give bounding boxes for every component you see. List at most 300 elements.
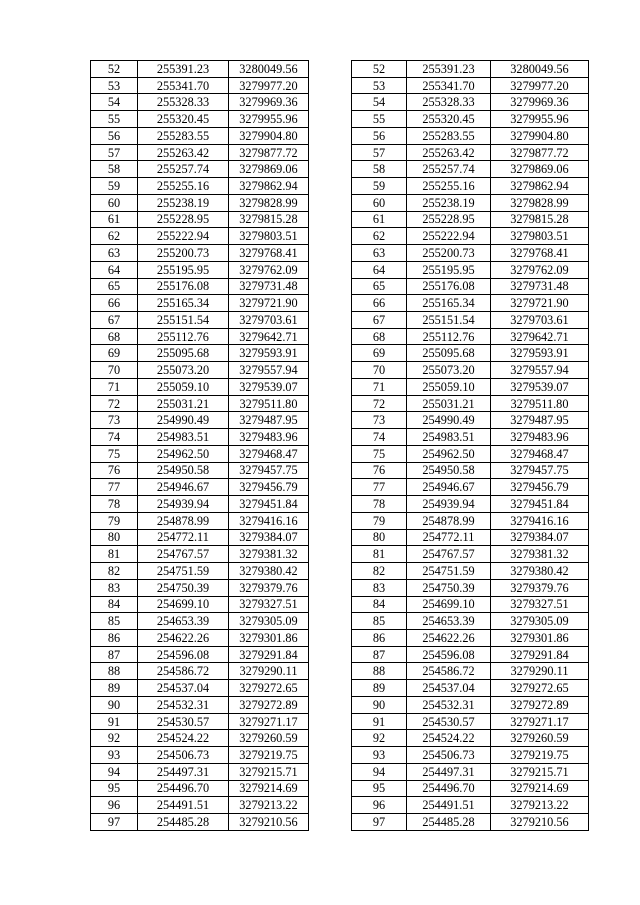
x-coordinate-cell: 254537.04 bbox=[138, 680, 229, 697]
x-coordinate-cell: 254596.08 bbox=[407, 646, 491, 663]
point-number-cell: 54 bbox=[91, 94, 138, 111]
table-row bbox=[352, 780, 589, 797]
y-coordinate-cell: 3279904.80 bbox=[491, 127, 589, 144]
y-coordinate-cell: 3279327.51 bbox=[229, 596, 309, 613]
point-number-cell: 82 bbox=[91, 563, 138, 580]
point-number-cell: 73 bbox=[91, 412, 138, 429]
x-coordinate-cell: 255238.19 bbox=[407, 194, 491, 211]
point-number-cell: 95 bbox=[352, 780, 407, 797]
table-row bbox=[91, 814, 309, 831]
table-row bbox=[352, 211, 589, 228]
x-coordinate-cell: 254939.94 bbox=[138, 496, 229, 513]
y-coordinate-cell: 3279593.91 bbox=[229, 345, 309, 362]
point-number-cell: 66 bbox=[352, 295, 407, 312]
x-coordinate-cell: 254537.04 bbox=[407, 680, 491, 697]
point-number-cell: 77 bbox=[352, 479, 407, 496]
y-coordinate-cell: 3279768.41 bbox=[491, 245, 589, 262]
y-coordinate-cell: 3279904.80 bbox=[229, 127, 309, 144]
point-number-cell: 96 bbox=[352, 797, 407, 814]
point-number-cell: 61 bbox=[91, 211, 138, 228]
point-number-cell: 64 bbox=[352, 261, 407, 278]
y-coordinate-cell: 3279557.94 bbox=[491, 362, 589, 379]
point-number-cell: 93 bbox=[352, 747, 407, 764]
point-number-cell: 87 bbox=[352, 646, 407, 663]
coordinate-table-left bbox=[90, 60, 309, 831]
table-row bbox=[91, 345, 309, 362]
point-number-cell: 58 bbox=[91, 161, 138, 178]
table-row bbox=[352, 646, 589, 663]
point-number-cell: 88 bbox=[352, 663, 407, 680]
x-coordinate-cell: 254772.11 bbox=[407, 529, 491, 546]
table-row bbox=[352, 529, 589, 546]
y-coordinate-cell: 3279828.99 bbox=[491, 194, 589, 211]
table-row bbox=[352, 144, 589, 161]
x-coordinate-cell: 254983.51 bbox=[407, 429, 491, 446]
x-coordinate-cell: 254983.51 bbox=[138, 429, 229, 446]
x-coordinate-cell: 255095.68 bbox=[138, 345, 229, 362]
x-coordinate-cell: 254750.39 bbox=[407, 579, 491, 596]
y-coordinate-cell: 3279869.06 bbox=[229, 161, 309, 178]
point-number-cell: 55 bbox=[352, 111, 407, 128]
y-coordinate-cell: 3279511.80 bbox=[491, 395, 589, 412]
point-number-cell: 60 bbox=[352, 194, 407, 211]
x-coordinate-cell: 254653.39 bbox=[407, 613, 491, 630]
y-coordinate-cell: 3279456.79 bbox=[491, 479, 589, 496]
point-number-cell: 76 bbox=[91, 462, 138, 479]
x-coordinate-cell: 255059.10 bbox=[407, 378, 491, 395]
y-coordinate-cell: 3279969.36 bbox=[491, 94, 589, 111]
table-row bbox=[352, 596, 589, 613]
y-coordinate-cell: 3279762.09 bbox=[229, 261, 309, 278]
y-coordinate-cell: 3279828.99 bbox=[229, 194, 309, 211]
table-row bbox=[91, 127, 309, 144]
table-row bbox=[352, 797, 589, 814]
table-row bbox=[91, 211, 309, 228]
point-number-cell: 77 bbox=[91, 479, 138, 496]
point-number-cell: 68 bbox=[352, 328, 407, 345]
x-coordinate-cell: 254962.50 bbox=[407, 445, 491, 462]
table-row bbox=[91, 111, 309, 128]
table-row bbox=[352, 546, 589, 563]
y-coordinate-cell: 3279381.32 bbox=[491, 546, 589, 563]
point-number-cell: 97 bbox=[91, 814, 138, 831]
table-row bbox=[91, 696, 309, 713]
y-coordinate-cell: 3279327.51 bbox=[491, 596, 589, 613]
point-number-cell: 64 bbox=[91, 261, 138, 278]
y-coordinate-cell: 3279384.07 bbox=[229, 529, 309, 546]
y-coordinate-cell: 3279305.09 bbox=[229, 613, 309, 630]
x-coordinate-cell: 255320.45 bbox=[138, 111, 229, 128]
y-coordinate-cell: 3279290.11 bbox=[229, 663, 309, 680]
table-row bbox=[91, 312, 309, 329]
point-number-cell: 81 bbox=[91, 546, 138, 563]
y-coordinate-cell: 3279703.61 bbox=[229, 312, 309, 329]
x-coordinate-cell: 254699.10 bbox=[138, 596, 229, 613]
y-coordinate-cell: 3279815.28 bbox=[229, 211, 309, 228]
y-coordinate-cell: 3279487.95 bbox=[229, 412, 309, 429]
table-row bbox=[352, 77, 589, 94]
x-coordinate-cell: 254506.73 bbox=[407, 747, 491, 764]
x-coordinate-cell: 255257.74 bbox=[407, 161, 491, 178]
x-coordinate-cell: 254524.22 bbox=[138, 730, 229, 747]
y-coordinate-cell: 3279456.79 bbox=[229, 479, 309, 496]
y-coordinate-cell: 3279969.36 bbox=[229, 94, 309, 111]
point-number-cell: 76 bbox=[352, 462, 407, 479]
y-coordinate-cell: 3279539.07 bbox=[229, 378, 309, 395]
x-coordinate-cell: 255328.33 bbox=[407, 94, 491, 111]
table-row bbox=[91, 763, 309, 780]
point-number-cell: 54 bbox=[352, 94, 407, 111]
table-row bbox=[91, 228, 309, 245]
y-coordinate-cell: 3279487.95 bbox=[491, 412, 589, 429]
x-coordinate-cell: 254751.59 bbox=[138, 563, 229, 580]
table-row bbox=[352, 579, 589, 596]
table-row bbox=[91, 261, 309, 278]
x-coordinate-cell: 254496.70 bbox=[407, 780, 491, 797]
point-number-cell: 78 bbox=[91, 496, 138, 513]
y-coordinate-cell: 3279219.75 bbox=[229, 747, 309, 764]
y-coordinate-cell: 3279468.47 bbox=[491, 445, 589, 462]
x-coordinate-cell: 254699.10 bbox=[407, 596, 491, 613]
table-row bbox=[91, 278, 309, 295]
point-number-cell: 69 bbox=[91, 345, 138, 362]
point-number-cell: 79 bbox=[352, 512, 407, 529]
point-number-cell: 66 bbox=[91, 295, 138, 312]
table-row bbox=[91, 178, 309, 195]
x-coordinate-cell: 254878.99 bbox=[407, 512, 491, 529]
point-number-cell: 86 bbox=[352, 629, 407, 646]
point-number-cell: 55 bbox=[91, 111, 138, 128]
point-number-cell: 83 bbox=[352, 579, 407, 596]
point-number-cell: 53 bbox=[91, 77, 138, 94]
point-number-cell: 62 bbox=[91, 228, 138, 245]
point-number-cell: 85 bbox=[91, 613, 138, 630]
y-coordinate-cell: 3279955.96 bbox=[491, 111, 589, 128]
y-coordinate-cell: 3279416.16 bbox=[491, 512, 589, 529]
point-number-cell: 69 bbox=[352, 345, 407, 362]
y-coordinate-cell: 3279451.84 bbox=[491, 496, 589, 513]
x-coordinate-cell: 255228.95 bbox=[407, 211, 491, 228]
point-number-cell: 90 bbox=[91, 696, 138, 713]
table-row bbox=[91, 747, 309, 764]
x-coordinate-cell: 254990.49 bbox=[138, 412, 229, 429]
point-number-cell: 59 bbox=[91, 178, 138, 195]
point-number-cell: 56 bbox=[91, 127, 138, 144]
point-number-cell: 92 bbox=[91, 730, 138, 747]
table-row bbox=[91, 629, 309, 646]
y-coordinate-cell: 3280049.56 bbox=[229, 61, 309, 78]
table-row bbox=[91, 161, 309, 178]
x-coordinate-cell: 255263.42 bbox=[138, 144, 229, 161]
x-coordinate-cell: 254878.99 bbox=[138, 512, 229, 529]
table-row bbox=[91, 295, 309, 312]
table-row bbox=[352, 161, 589, 178]
x-coordinate-cell: 255200.73 bbox=[138, 245, 229, 262]
x-coordinate-cell: 254496.70 bbox=[138, 780, 229, 797]
table-row bbox=[91, 412, 309, 429]
table-row bbox=[352, 814, 589, 831]
x-coordinate-cell: 255320.45 bbox=[407, 111, 491, 128]
x-coordinate-cell: 255238.19 bbox=[138, 194, 229, 211]
point-number-cell: 63 bbox=[91, 245, 138, 262]
point-number-cell: 80 bbox=[352, 529, 407, 546]
table-row bbox=[91, 378, 309, 395]
table-row bbox=[352, 94, 589, 111]
point-number-cell: 72 bbox=[352, 395, 407, 412]
table-row bbox=[91, 512, 309, 529]
x-coordinate-cell: 255222.94 bbox=[138, 228, 229, 245]
x-coordinate-cell: 254497.31 bbox=[407, 763, 491, 780]
y-coordinate-cell: 3279272.89 bbox=[229, 696, 309, 713]
x-coordinate-cell: 254530.57 bbox=[138, 713, 229, 730]
x-coordinate-cell: 254950.58 bbox=[138, 462, 229, 479]
x-coordinate-cell: 254586.72 bbox=[407, 663, 491, 680]
x-coordinate-cell: 254530.57 bbox=[407, 713, 491, 730]
x-coordinate-cell: 254485.28 bbox=[138, 814, 229, 831]
y-coordinate-cell: 3279955.96 bbox=[229, 111, 309, 128]
x-coordinate-cell: 255283.55 bbox=[138, 127, 229, 144]
point-number-cell: 84 bbox=[91, 596, 138, 613]
point-number-cell: 70 bbox=[91, 362, 138, 379]
point-number-cell: 75 bbox=[91, 445, 138, 462]
table-row bbox=[91, 496, 309, 513]
x-coordinate-cell: 254939.94 bbox=[407, 496, 491, 513]
table-row bbox=[352, 261, 589, 278]
x-coordinate-cell: 254586.72 bbox=[138, 663, 229, 680]
table-row bbox=[352, 328, 589, 345]
point-number-cell: 75 bbox=[352, 445, 407, 462]
table-row bbox=[91, 94, 309, 111]
table-row bbox=[352, 479, 589, 496]
y-coordinate-cell: 3279305.09 bbox=[491, 613, 589, 630]
y-coordinate-cell: 3279272.89 bbox=[491, 696, 589, 713]
table-row bbox=[352, 111, 589, 128]
x-coordinate-cell: 255341.70 bbox=[138, 77, 229, 94]
y-coordinate-cell: 3279301.86 bbox=[229, 629, 309, 646]
y-coordinate-cell: 3279384.07 bbox=[491, 529, 589, 546]
y-coordinate-cell: 3279451.84 bbox=[229, 496, 309, 513]
point-number-cell: 65 bbox=[352, 278, 407, 295]
point-number-cell: 94 bbox=[91, 763, 138, 780]
point-number-cell: 91 bbox=[91, 713, 138, 730]
x-coordinate-cell: 255073.20 bbox=[138, 362, 229, 379]
y-coordinate-cell: 3279210.56 bbox=[491, 814, 589, 831]
x-coordinate-cell: 255112.76 bbox=[407, 328, 491, 345]
point-number-cell: 82 bbox=[352, 563, 407, 580]
table-row bbox=[91, 646, 309, 663]
table-row bbox=[352, 512, 589, 529]
x-coordinate-cell: 255151.54 bbox=[138, 312, 229, 329]
point-number-cell: 89 bbox=[352, 680, 407, 697]
y-coordinate-cell: 3279291.84 bbox=[229, 646, 309, 663]
y-coordinate-cell: 3279483.96 bbox=[229, 429, 309, 446]
y-coordinate-cell: 3279593.91 bbox=[491, 345, 589, 362]
table-row bbox=[352, 429, 589, 446]
table-row bbox=[91, 579, 309, 596]
y-coordinate-cell: 3279416.16 bbox=[229, 512, 309, 529]
x-coordinate-cell: 255263.42 bbox=[407, 144, 491, 161]
y-coordinate-cell: 3279301.86 bbox=[491, 629, 589, 646]
point-number-cell: 57 bbox=[352, 144, 407, 161]
point-number-cell: 52 bbox=[352, 61, 407, 78]
y-coordinate-cell: 3279869.06 bbox=[491, 161, 589, 178]
x-coordinate-cell: 254962.50 bbox=[138, 445, 229, 462]
x-coordinate-cell: 255391.23 bbox=[138, 61, 229, 78]
y-coordinate-cell: 3279214.69 bbox=[491, 780, 589, 797]
x-coordinate-cell: 254506.73 bbox=[138, 747, 229, 764]
point-number-cell: 58 bbox=[352, 161, 407, 178]
point-number-cell: 73 bbox=[352, 412, 407, 429]
y-coordinate-cell: 3279210.56 bbox=[229, 814, 309, 831]
y-coordinate-cell: 3279457.75 bbox=[229, 462, 309, 479]
x-coordinate-cell: 255328.33 bbox=[138, 94, 229, 111]
x-coordinate-cell: 254653.39 bbox=[138, 613, 229, 630]
table-row bbox=[352, 713, 589, 730]
x-coordinate-cell: 254622.26 bbox=[138, 629, 229, 646]
x-coordinate-cell: 255176.08 bbox=[138, 278, 229, 295]
x-coordinate-cell: 254497.31 bbox=[138, 763, 229, 780]
y-coordinate-cell: 3279977.20 bbox=[491, 77, 589, 94]
x-coordinate-cell: 255176.08 bbox=[407, 278, 491, 295]
point-number-cell: 67 bbox=[91, 312, 138, 329]
table-row bbox=[352, 412, 589, 429]
point-number-cell: 62 bbox=[352, 228, 407, 245]
table-row bbox=[352, 763, 589, 780]
x-coordinate-cell: 254532.31 bbox=[407, 696, 491, 713]
y-coordinate-cell: 3279457.75 bbox=[491, 462, 589, 479]
table-row bbox=[91, 462, 309, 479]
table-row bbox=[91, 596, 309, 613]
table-row bbox=[91, 144, 309, 161]
table-row bbox=[352, 295, 589, 312]
y-coordinate-cell: 3279703.61 bbox=[491, 312, 589, 329]
x-coordinate-cell: 255031.21 bbox=[407, 395, 491, 412]
table-row bbox=[91, 61, 309, 78]
y-coordinate-cell: 3279260.59 bbox=[229, 730, 309, 747]
table-row bbox=[352, 563, 589, 580]
table-row bbox=[91, 563, 309, 580]
y-coordinate-cell: 3279380.42 bbox=[229, 563, 309, 580]
y-coordinate-cell: 3279762.09 bbox=[491, 261, 589, 278]
x-coordinate-cell: 255112.76 bbox=[138, 328, 229, 345]
x-coordinate-cell: 254946.67 bbox=[407, 479, 491, 496]
x-coordinate-cell: 254950.58 bbox=[407, 462, 491, 479]
y-coordinate-cell: 3279214.69 bbox=[229, 780, 309, 797]
point-number-cell: 96 bbox=[91, 797, 138, 814]
y-coordinate-cell: 3279642.71 bbox=[229, 328, 309, 345]
table-row bbox=[91, 780, 309, 797]
table-row bbox=[352, 613, 589, 630]
y-coordinate-cell: 3279731.48 bbox=[491, 278, 589, 295]
table-row bbox=[352, 462, 589, 479]
x-coordinate-cell: 255151.54 bbox=[407, 312, 491, 329]
y-coordinate-cell: 3279862.94 bbox=[229, 178, 309, 195]
table-row bbox=[91, 245, 309, 262]
y-coordinate-cell: 3280049.56 bbox=[491, 61, 589, 78]
x-coordinate-cell: 255255.16 bbox=[138, 178, 229, 195]
x-coordinate-cell: 254532.31 bbox=[138, 696, 229, 713]
table-row bbox=[352, 445, 589, 462]
table-row bbox=[91, 445, 309, 462]
table-row bbox=[352, 747, 589, 764]
y-coordinate-cell: 3279380.42 bbox=[491, 563, 589, 580]
table-row bbox=[352, 362, 589, 379]
y-coordinate-cell: 3279539.07 bbox=[491, 378, 589, 395]
table-row bbox=[91, 77, 309, 94]
point-number-cell: 94 bbox=[352, 763, 407, 780]
point-number-cell: 68 bbox=[91, 328, 138, 345]
table-row bbox=[352, 228, 589, 245]
table-row bbox=[352, 178, 589, 195]
point-number-cell: 72 bbox=[91, 395, 138, 412]
y-coordinate-cell: 3279272.65 bbox=[229, 680, 309, 697]
x-coordinate-cell: 254485.28 bbox=[407, 814, 491, 831]
x-coordinate-cell: 255059.10 bbox=[138, 378, 229, 395]
point-number-cell: 83 bbox=[91, 579, 138, 596]
table-row bbox=[91, 194, 309, 211]
x-coordinate-cell: 255095.68 bbox=[407, 345, 491, 362]
point-number-cell: 84 bbox=[352, 596, 407, 613]
point-number-cell: 88 bbox=[91, 663, 138, 680]
y-coordinate-cell: 3279215.71 bbox=[229, 763, 309, 780]
table-row bbox=[352, 663, 589, 680]
y-coordinate-cell: 3279291.84 bbox=[491, 646, 589, 663]
y-coordinate-cell: 3279768.41 bbox=[229, 245, 309, 262]
x-coordinate-cell: 255283.55 bbox=[407, 127, 491, 144]
y-coordinate-cell: 3279260.59 bbox=[491, 730, 589, 747]
table-row bbox=[91, 680, 309, 697]
y-coordinate-cell: 3279219.75 bbox=[491, 747, 589, 764]
y-coordinate-cell: 3279977.20 bbox=[229, 77, 309, 94]
table-row bbox=[91, 429, 309, 446]
x-coordinate-cell: 255073.20 bbox=[407, 362, 491, 379]
table-row bbox=[352, 194, 589, 211]
x-coordinate-cell: 254772.11 bbox=[138, 529, 229, 546]
table-row bbox=[352, 629, 589, 646]
x-coordinate-cell: 255200.73 bbox=[407, 245, 491, 262]
table-row bbox=[352, 680, 589, 697]
table-row bbox=[91, 663, 309, 680]
x-coordinate-cell: 254491.51 bbox=[138, 797, 229, 814]
point-number-cell: 70 bbox=[352, 362, 407, 379]
y-coordinate-cell: 3279381.32 bbox=[229, 546, 309, 563]
table-row bbox=[352, 245, 589, 262]
table-row bbox=[352, 278, 589, 295]
x-coordinate-cell: 254990.49 bbox=[407, 412, 491, 429]
y-coordinate-cell: 3279290.11 bbox=[491, 663, 589, 680]
table-row bbox=[352, 378, 589, 395]
table-row bbox=[352, 696, 589, 713]
point-number-cell: 97 bbox=[352, 814, 407, 831]
table-row bbox=[91, 395, 309, 412]
point-number-cell: 71 bbox=[352, 378, 407, 395]
table-row bbox=[91, 730, 309, 747]
table-row bbox=[91, 362, 309, 379]
y-coordinate-cell: 3279803.51 bbox=[229, 228, 309, 245]
x-coordinate-cell: 254750.39 bbox=[138, 579, 229, 596]
x-coordinate-cell: 254751.59 bbox=[407, 563, 491, 580]
y-coordinate-cell: 3279815.28 bbox=[491, 211, 589, 228]
point-number-cell: 87 bbox=[91, 646, 138, 663]
x-coordinate-cell: 254767.57 bbox=[138, 546, 229, 563]
table-row bbox=[352, 395, 589, 412]
y-coordinate-cell: 3279721.90 bbox=[491, 295, 589, 312]
table-row bbox=[352, 312, 589, 329]
y-coordinate-cell: 3279557.94 bbox=[229, 362, 309, 379]
table-row bbox=[91, 529, 309, 546]
y-coordinate-cell: 3279468.47 bbox=[229, 445, 309, 462]
y-coordinate-cell: 3279379.76 bbox=[229, 579, 309, 596]
